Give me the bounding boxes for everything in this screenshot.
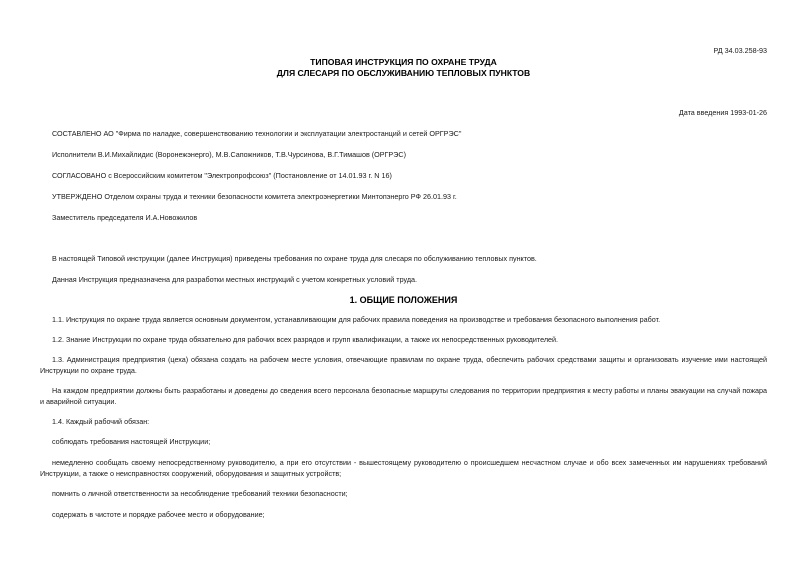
section-heading: 1. ОБЩИЕ ПОЛОЖЕНИЯ bbox=[349, 295, 458, 305]
duty-item-4: содержать в чистоте и порядке рабочее место и оборудование; bbox=[52, 510, 265, 519]
document-code: РД 34.03.258-93 bbox=[713, 46, 767, 55]
evacuation-routes-paragraph: На каждом предприятии должны быть разработаны и доведены до сведения всего персонала безопасные маршруты следования по территории предприятия к месту работы и планы эвакуации на случай пожара и аварийной ситуации. bbox=[40, 386, 767, 406]
intro-date: Дата введения 1993-01-26 bbox=[678, 108, 767, 117]
intro-paragraph-1: В настоящей Типовой инструкции (далее Инструкция) приведены требования по охране труда для слесаря по обслуживанию тепловых пунктов. bbox=[52, 254, 537, 263]
composed-by: СОСТАВЛЕНО АО "Фирма по наладке, совершенствованию технологии и эксплуатации электростанций и сетей ОРГРЭС" bbox=[52, 129, 462, 138]
intro-paragraph-2: Данная Инструкция предназначена для разработки местных инструкций с учетом конкретных условий труда. bbox=[52, 275, 418, 284]
clause-1-4: 1.4. Каждый рабочий обязан: bbox=[52, 417, 150, 426]
authors: Исполнители В.И.Михайлидис (Воронежэнерго), М.В.Сапожников, Т.В.Чурсинова, В.Г.Тимашов (ОРГРЭС) bbox=[52, 150, 406, 159]
clause-1-3: 1.3. Администрация предприятия (цеха) обязана создать на рабочем месте условия, отвечающие правилам по охране труда, обеспечить рабочих средствами защиты и организовать изучение ими настоящей Инструкции по охране труда. bbox=[40, 355, 767, 375]
deputy-chairman: Заместитель председателя И.А.Новожилов bbox=[52, 213, 198, 222]
clause-1-2: 1.2. Знание Инструкции по охране труда обязательно для рабочих всех разрядов и групп квалификации, а также их непосредственных руководителей. bbox=[52, 335, 559, 344]
duty-item-3: помнить о личной ответственности за несоблюдение требований техники безопасности; bbox=[52, 489, 348, 498]
agreed-by: СОГЛАСОВАНО с Всероссийским комитетом "Электропрофсоюз" (Постановление от 14.01.93 г. N 16) bbox=[52, 171, 392, 180]
approved-by: УТВЕРЖДЕНО Отделом охраны труда и техники безопасности комитета электроэнергетики Минтопэнерго РФ 26.01.93 г. bbox=[52, 192, 457, 201]
duty-item-1: соблюдать требования настоящей Инструкции; bbox=[52, 437, 211, 446]
document-title bbox=[0, 57, 807, 79]
duty-item-2: немедленно сообщать своему непосредственному руководителю, а при его отсутствии - вышестоящему руководителю о происшедшем несчастном случае и обо всех замеченных им нарушениях требований Инструкции, а также о неисправностях сооружений, оборудования и защитных устройств; bbox=[40, 458, 767, 478]
clause-1-1: 1.1. Инструкция по охране труда является основным документом, устанавливающим для рабочих правила поведения на производстве и требования безопасного выполнения работ. bbox=[52, 315, 661, 324]
title-line-2: ДЛЯ СЛЕСАРЯ ПО ОБСЛУЖИВАНИЮ ТЕПЛОВЫХ ПУНКТОВ bbox=[276, 68, 531, 78]
title-line-1: ТИПОВАЯ ИНСТРУКЦИЯ ПО ОХРАНЕ ТРУДА bbox=[310, 57, 497, 67]
